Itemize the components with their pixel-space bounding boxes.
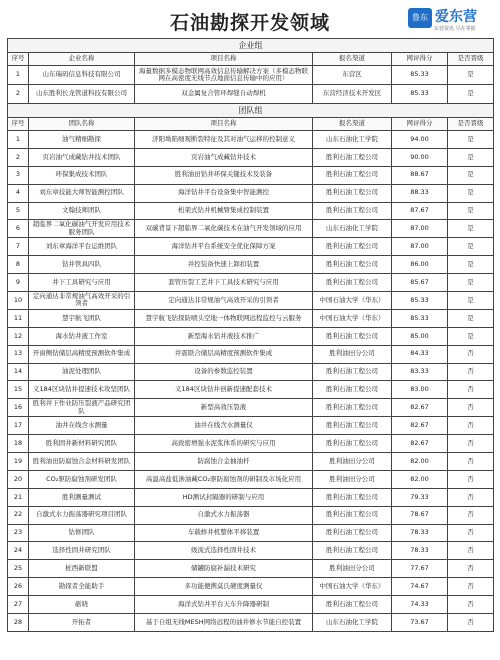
promoted-cell: 否 [448,488,494,506]
header-cell: 团队名称 [29,118,135,131]
promoted-cell: 是 [448,327,494,345]
name-cell: 定向通达非常规油气高效开采的引领者 [29,292,135,310]
promoted-cell: 否 [448,470,494,488]
name-cell: 油泥处理团队 [29,363,135,381]
name-cell: 井下工具研究与应用 [29,274,135,292]
score-cell: 85.33 [392,309,448,327]
channel-cell: 胜利石油工程公司 [313,256,392,274]
row-number: 7 [8,238,29,256]
promoted-cell: 是 [448,292,494,310]
team-row [8,506,494,524]
channel-cell: 胜利油田分公司 [313,345,392,363]
project-cell: 基于自组无线MESH网络远程的油井修水节能自控装置 [135,614,313,632]
row-number: 14 [8,363,29,381]
score-cell: 86.00 [392,256,448,274]
project-cell: 海洋式钻井平台天车升降器研制 [135,596,313,614]
header-cell: 企业名称 [29,53,135,66]
score-cell: 84.33 [392,345,448,363]
header-cell: 项目名称 [135,53,313,66]
project-cell: HD测试封隔器的研制与应用 [135,488,313,506]
promoted-cell: 否 [448,453,494,471]
promoted-cell: 否 [448,614,494,632]
header-cell: 报名渠道 [313,118,392,131]
project-cell: 桁架式钻井机械臂集成控制装置 [135,202,313,220]
row-number: 5 [8,202,29,220]
name-cell: 刘东章海洋平台运维团队 [29,238,135,256]
project-cell: 高温高盐低渗油藏CO₂驱防腐蚀剂的研制及市场化应用 [135,470,313,488]
team-row [8,596,494,614]
row-number: 22 [8,506,29,524]
row-number: 27 [8,596,29,614]
score-cell: 94.00 [392,131,448,149]
row-number: 2 [8,85,29,104]
team-row [8,614,494,632]
promoted-cell: 是 [448,274,494,292]
channel-cell: 胜利石油工程公司 [313,148,392,166]
team-row [8,470,494,488]
name-cell: 山东瑞码信息科技有限公司 [29,66,135,85]
row-number: 24 [8,542,29,560]
promoted-cell: 是 [448,85,494,104]
team-row [8,381,494,399]
team-row [8,238,494,256]
score-cell: 82.67 [392,435,448,453]
channel-cell: 山东石油化工学院 [313,131,392,149]
score-cell: 87.00 [392,220,448,238]
score-cell: 78.33 [392,542,448,560]
channel-cell: 胜利石油工程公司 [313,381,392,399]
channel-cell: 中国石油大学（华东） [313,292,392,310]
promoted-cell: 是 [448,131,494,149]
row-number: 8 [8,256,29,274]
team-row [8,184,494,202]
channel-cell: 胜利石油工程公司 [313,524,392,542]
project-cell: 济阳坳陷细观断裂特征及其对油气运移的控制意义 [135,131,313,149]
team-row [8,220,494,238]
row-number: 18 [8,435,29,453]
row-number: 15 [8,381,29,399]
promoted-cell: 是 [448,148,494,166]
row-number: 2 [8,148,29,166]
team-row [8,292,494,310]
channel-cell: 胜利石油工程公司 [313,327,392,345]
channel-cell: 胜利石油工程公司 [313,363,392,381]
score-cell: 73.67 [392,614,448,632]
promoted-cell: 是 [448,238,494,256]
team-row [8,256,494,274]
channel-cell: 胜利石油工程公司 [313,202,392,220]
score-cell: 88.67 [392,166,448,184]
name-cell: 超临界二氧化碳油气开发应用技术服务团队 [29,220,135,238]
promoted-cell: 否 [448,345,494,363]
channel-cell: 胜利石油工程公司 [313,166,392,184]
row-number: 28 [8,614,29,632]
project-cell: 海洋钻井平台系统安全优化保障方案 [135,238,313,256]
promoted-cell: 是 [448,202,494,220]
project-cell: 新型海水钻井液技术推广 [135,327,313,345]
row-number: 1 [8,66,29,85]
project-cell: 海量数据多模态物联网高效信息传输解决方案（多模态物联网在高密度无线节点地面信息传输中的应用） [135,66,313,85]
header-row-team [8,118,494,131]
channel-cell: 胜利石油工程公司 [313,417,392,435]
name-cell: 页岩油气成藏钻井技术团队 [29,148,135,166]
name-cell: CO₂驱防腐蚀剂研发团队 [29,470,135,488]
team-row [8,417,494,435]
channel-cell: 胜利石油工程公司 [313,542,392,560]
channel-cell: 胜利石油工程公司 [313,435,392,453]
row-number: 25 [8,560,29,578]
channel-cell: 山东石油化工学院 [313,220,392,238]
channel-cell: 中国石油大学（华东） [313,309,392,327]
section-label-enterprise: 企业组 [8,39,494,53]
row-number: 1 [8,131,29,149]
name-cell: 开拓者 [29,614,135,632]
channel-cell: 胜利油田分公司 [313,560,392,578]
team-row [8,399,494,417]
team-row [8,435,494,453]
name-cell: 砺晓 [29,596,135,614]
promoted-cell: 是 [448,184,494,202]
row-number: 20 [8,470,29,488]
header-cell: 网评得分 [392,53,448,66]
name-cell: 油井在线含水测量 [29,417,135,435]
channel-cell: 东营区 [313,66,392,85]
score-cell: 87.67 [392,202,448,220]
name-cell: 义184区块钻井提速技术攻坚团队 [29,381,135,399]
channel-cell: 胜利石油工程公司 [313,184,392,202]
promoted-cell: 否 [448,399,494,417]
score-cell: 82.00 [392,453,448,471]
name-cell: 刘东章技能大师智能测控团队 [29,184,135,202]
logo-icon: 鲁东 [408,8,432,28]
score-cell: 78.33 [392,524,448,542]
channel-cell: 胜利石油工程公司 [313,488,392,506]
channel-cell: 胜利石油工程公司 [313,238,392,256]
project-cell: 双碳背景下超临界二氧化碳技术在油气开发领域的应用 [135,220,313,238]
name-cell: 海水钻井液工作室 [29,327,135,345]
promoted-cell: 是 [448,220,494,238]
promoted-cell: 否 [448,435,494,453]
enterprise-row [8,85,494,104]
project-cell: 高致密增强水泥浆体系的研究与应用 [135,435,313,453]
promoted-cell: 是 [448,309,494,327]
team-row [8,488,494,506]
channel-cell: 胜利油田分公司 [313,470,392,488]
header-cell: 项目名称 [135,118,313,131]
header-cell: 是否晋级 [448,118,494,131]
name-cell: 胜利油田防腐蚀合金材料研发团队 [29,453,135,471]
project-cell: 定向通达非常规油气高效开采的引领者 [135,292,313,310]
score-cell: 79.33 [392,488,448,506]
name-cell: 胜利井下作业防压裂液产品研究团队 [29,399,135,417]
channel-cell: 山东石油化工学院 [313,614,392,632]
name-cell: 钻修团队 [29,524,135,542]
promoted-cell: 否 [448,542,494,560]
score-cell: 85.33 [392,292,448,310]
project-cell: 级流式选择性固井技术 [135,542,313,560]
project-cell: 多功能便携莫氏硬度测量仪 [135,578,313,596]
project-cell: 设备的参数监控装置 [135,363,313,381]
name-cell: 选择性固井研究团队 [29,542,135,560]
promoted-cell: 否 [448,578,494,596]
project-cell: 井控装备快速上卸扣装置 [135,256,313,274]
name-cell: 自激式水力振荡器研究项目团队 [29,506,135,524]
section-row-enterprise [8,39,494,53]
project-cell: 自激式水力振荡器 [135,506,313,524]
project-cell: 油井在线含水测量仪 [135,417,313,435]
score-cell: 74.33 [392,596,448,614]
row-number: 16 [8,399,29,417]
logo-tagline: 东营资讯 尽在掌握 [434,26,476,32]
score-cell: 85.00 [392,327,448,345]
channel-cell: 胜利油田分公司 [313,453,392,471]
row-number: 9 [8,274,29,292]
project-cell: 海洋钻井平台设备集中智能测控 [135,184,313,202]
channel-cell: 胜利石油工程公司 [313,506,392,524]
name-cell: 桩西新联盟 [29,560,135,578]
section-label-team: 团队组 [8,104,494,118]
team-row [8,148,494,166]
team-row [8,327,494,345]
score-cell: 74.67 [392,578,448,596]
header-cell: 网评得分 [392,118,448,131]
team-row [8,542,494,560]
team-row [8,166,494,184]
name-cell: 胜利测量测试 [29,488,135,506]
score-cell: 87.00 [392,238,448,256]
name-cell: 山东胜利长龙管道科技有限公司 [29,85,135,104]
score-cell: 77.67 [392,560,448,578]
channel-cell: 胜利石油工程公司 [313,596,392,614]
name-cell: 开窗侧钻储层高精度预测软件集成 [29,345,135,363]
row-number: 19 [8,453,29,471]
project-cell: 双金属复合管环焊缝自动焊机 [135,85,313,104]
results-table [7,38,494,632]
header-cell: 是否晋级 [448,53,494,66]
team-row [8,560,494,578]
promoted-cell: 是 [448,256,494,274]
score-cell: 82.67 [392,417,448,435]
project-cell: 页岩油气成藏钻井技术 [135,148,313,166]
team-row [8,131,494,149]
row-number: 23 [8,524,29,542]
team-row [8,309,494,327]
row-number: 3 [8,166,29,184]
name-cell: 油气精细勘探 [29,131,135,149]
promoted-cell: 否 [448,381,494,399]
promoted-cell: 否 [448,506,494,524]
promoted-cell: 否 [448,524,494,542]
project-cell: 慧宇航飞钻探防喷头空地一体物联网远程监控与云服务 [135,309,313,327]
score-cell: 82.67 [392,399,448,417]
team-row [8,274,494,292]
row-number: 10 [8,292,29,310]
promoted-cell: 否 [448,417,494,435]
promoted-cell: 否 [448,363,494,381]
header-cell: 报名渠道 [313,53,392,66]
score-cell: 78.67 [392,506,448,524]
row-number: 6 [8,220,29,238]
promoted-cell: 是 [448,166,494,184]
team-row [8,202,494,220]
promoted-cell: 是 [448,66,494,85]
name-cell: 钻井管具四队 [29,256,135,274]
page-title: 石油勘探开发领域 [169,12,330,34]
name-cell: 勘探者全能助手 [29,578,135,596]
team-row [8,363,494,381]
name-cell: 文翰技师团队 [29,202,135,220]
row-number: 13 [8,345,29,363]
project-cell: 车载修井机整体平移装置 [135,524,313,542]
project-cell: 新型高效压裂液 [135,399,313,417]
row-number: 4 [8,184,29,202]
row-number: 26 [8,578,29,596]
promoted-cell: 否 [448,596,494,614]
header-cell: 序号 [8,53,29,66]
row-number: 11 [8,309,29,327]
header-row-enterprise [8,53,494,66]
project-cell: 储罐防腐补漏技术研究 [135,560,313,578]
team-row [8,524,494,542]
project-cell: 义184区块钻井创新提速配套技术 [135,381,313,399]
score-cell: 85.33 [392,66,448,85]
channel-cell: 胜利石油工程公司 [313,399,392,417]
channel-cell: 胜利石油工程公司 [313,274,392,292]
team-row [8,578,494,596]
score-cell: 85.67 [392,274,448,292]
team-row [8,453,494,471]
score-cell: 83.33 [392,363,448,381]
score-cell: 88.33 [392,184,448,202]
logo [408,6,496,34]
header-cell: 序号 [8,118,29,131]
score-cell: 82.00 [392,470,448,488]
project-cell: 井震联合储层高精度预测软件集成 [135,345,313,363]
project-cell: 套管压裂工艺井下工具技术研究与应用 [135,274,313,292]
project-cell: 防腐蚀合金抽油杆 [135,453,313,471]
channel-cell: 东营经济技术开发区 [313,85,392,104]
project-cell: 胜利油田钻井环保关键技术及装备 [135,166,313,184]
name-cell: 环保集成技术团队 [29,166,135,184]
name-cell: 胜利固井新材料研究团队 [29,435,135,453]
score-cell: 85.33 [392,85,448,104]
enterprise-row [8,66,494,85]
score-cell: 90.00 [392,148,448,166]
score-cell: 83.00 [392,381,448,399]
row-number: 17 [8,417,29,435]
team-row [8,345,494,363]
logo-name: 爱东营 [435,9,477,25]
section-row-team [8,104,494,118]
channel-cell: 中国石油大学（华东） [313,578,392,596]
name-cell: 慧宇航飞团队 [29,309,135,327]
row-number: 21 [8,488,29,506]
row-number: 12 [8,327,29,345]
promoted-cell: 否 [448,560,494,578]
